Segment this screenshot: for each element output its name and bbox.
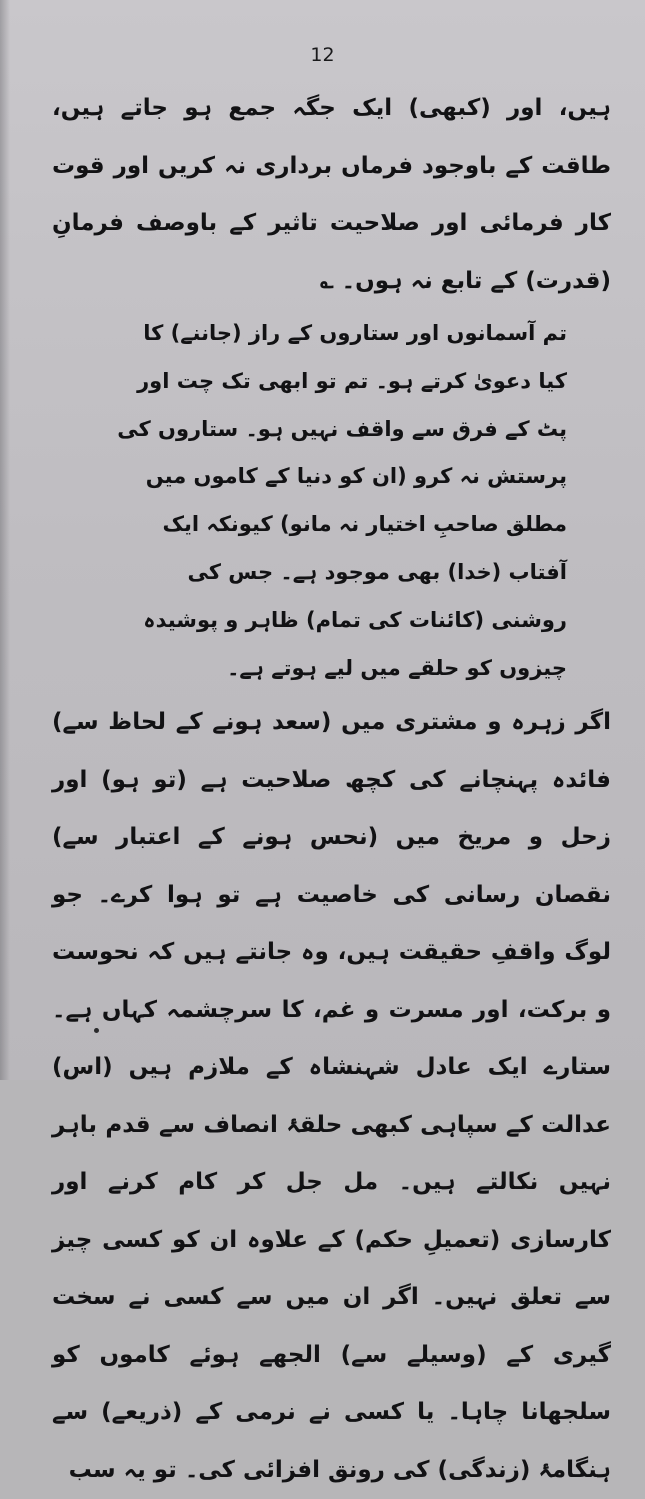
main-paragraph: اگر زہرہ و مشتری میں (سعد ہونے کے لحاظ سے) فائدہ پہنچانے کی کچھ صلاحیت ہے (تو ہو) اور زحل و مریخ میں (نحس ہونے کے اعتبار سے) نقصان رسانی کی خاصیت ہے تو ہوا کرے۔ جو لوگ واقفِ حقیقت ہیں، وہ جانتے ہیں کہ نحوست و برکت، اور مسرت و غم، کا سرچشمہ کہاں ہے۔ ستارے ایک عادل شہنشاہ کے ملازم ہیں (اس) عدالت کے سپاہی کبھی حلقۂ انصاف سے قدم باہر نہیں نکالتے ہیں۔ مل جل کر کام کرنے اور کارسازی (تعمیلِ حکم) کے علاوہ ان کو کسی چیز سے تعلق نہیں۔ اگر ان میں سے کسی نے سخت گیری کے (وسیلے سے) الجھے ہوئے کاموں کو سلجھانا چاہا۔ یا کسی نے نرمی کے (ذریعے) سے ہنگامۂ (زندگی) کی رونق افزائی کی۔ تو یہ سب: [52, 709, 611, 1483]
page-edge-shadow: [0, 0, 10, 1080]
verse-translation: تم آسمانوں اور ستاروں کے راز (جاننے) کا کیا دعویٰ کرتے ہو۔ تم تو ابھی تک چت اور پٹ کے فرق سے واقف نہیں ہو۔ ستاروں کی پرستش نہ کرو (ان کو دنیا کے کاموں میں مطلق صاحبِ اختیار نہ مانو) کیونکہ ایک آفتاب (خدا) بھی موجود ہے۔ جس کی روشنی (کائنات کی تمام) ظاہر و پوشیدہ چیزوں کو حلقے میں لیے ہوتے ہے۔: [117, 321, 567, 680]
ink-dot: [94, 1028, 99, 1033]
intro-paragraph: ہیں، اور (کبھی) ایک جگہ جمع ہو جاتے ہیں، طاقت کے باوجود فرماں برداری نہ کریں اور قوت کار فرمائی اور صلاحیت تاثیر کے باوصف فرمانِ (قدرت) کے تابع نہ ہوں۔ ؎: [52, 95, 611, 294]
page-body: [52, 80, 611, 1499]
page-number: 12: [310, 44, 335, 66]
